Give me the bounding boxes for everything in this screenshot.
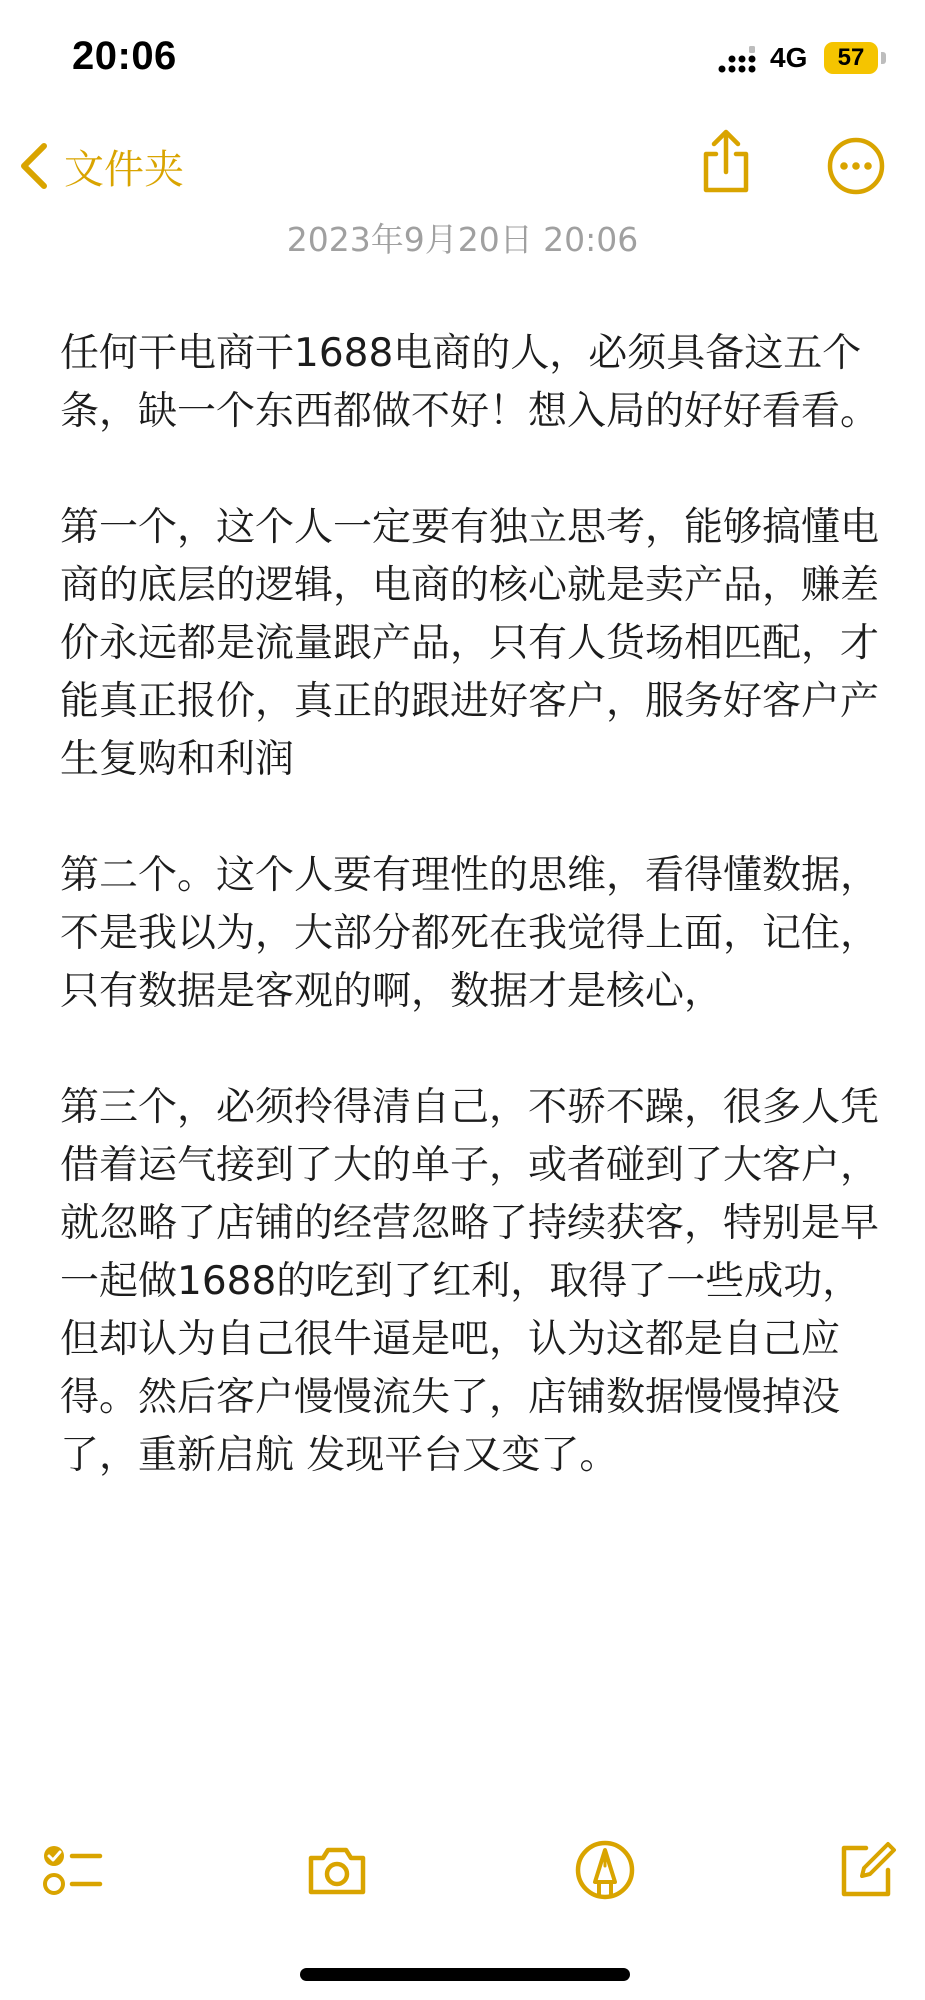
back-label: 文件夹 — [64, 146, 184, 193]
status-time: 20:06 — [72, 34, 177, 78]
battery-level: 57 — [824, 42, 878, 74]
checklist-icon[interactable] — [40, 1838, 104, 1902]
compose-icon[interactable] — [836, 1838, 900, 1902]
note-date: 2023年9月20日 20:06 — [286, 220, 639, 259]
back-button[interactable] — [18, 136, 184, 196]
battery-cap-icon — [881, 52, 886, 64]
markup-pen-icon[interactable] — [573, 1838, 637, 1902]
share-icon[interactable] — [698, 128, 754, 196]
note-paragraph: 第三个，必须拎得清自己，不骄不躁，很多人凭借着运气接到了大的单子，或者碰到了大客户，就忽略了店铺的经营忽略了持续获客，特别是早一起做1688的吃到了红利，取得了一些成功，但却认为自己很牛逼是吧，认为这都是自己应得。然后客户慢慢流失了，店铺数据慢慢掉没了，重新启航 发现平台又变了。 — [60, 1085, 880, 1478]
chevron-left-icon — [18, 142, 50, 190]
camera-icon[interactable] — [305, 1838, 369, 1902]
note-paragraph: 第二个。这个人要有理性的思维，看得懂数据，不是我以为，大部分都死在我觉得上面，记住，只有数据是客观的啊，数据才是核心， — [60, 853, 880, 1014]
ellipsis-circle-icon[interactable] — [826, 136, 886, 196]
status-bar — [0, 0, 925, 110]
home-indicator[interactable] — [300, 1968, 630, 1981]
note-paragraph: 任何干电商干1688电商的人，必须具备这五个条，缺一个东西都做不好！想入局的好好看看。 — [60, 331, 880, 434]
note-body[interactable] — [60, 325, 880, 1543]
note-paragraph: 第一个，这个人一定要有独立思考，能够搞懂电商的底层的逻辑，电商的核心就是卖产品，赚差价永远都是流量跟产品，只有人货场相匹配，才能真正报价，真正的跟进好客户，服务好客户产生复购和利润 — [60, 505, 880, 782]
signal-strength-icon — [718, 44, 760, 74]
network-type: 4G — [770, 42, 808, 73]
